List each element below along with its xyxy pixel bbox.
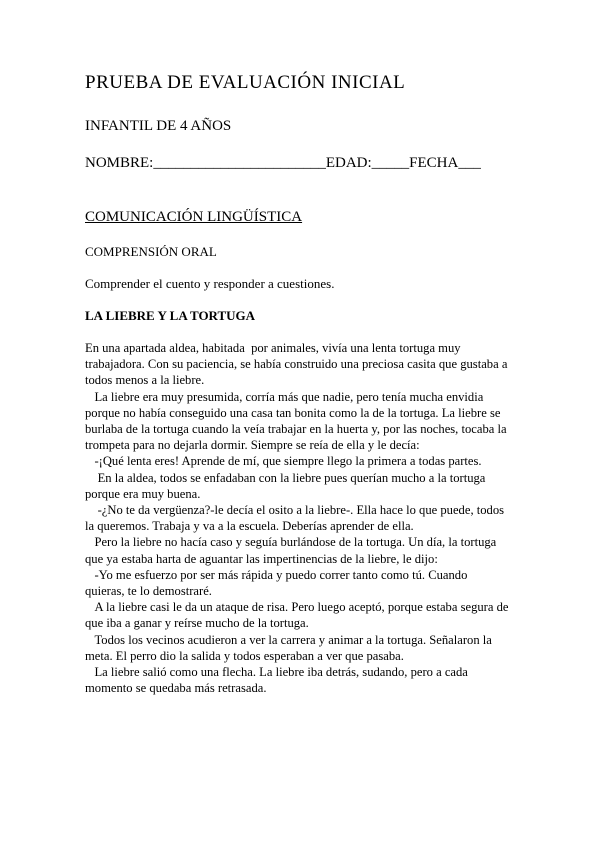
story-paragraph: En la aldea, todos se enfadaban con la liebre pues querían mucho a la tortuga porque era muy buena. xyxy=(85,470,489,501)
story-paragraph: -¡Qué lenta eres! Aprende de mí, que siempre llego la primera a todas partes. xyxy=(85,454,482,469)
story-paragraph: -Yo me esfuerzo por ser más rápida y puedo correr tanto como tú. Cuando quieras, te lo demostraré. xyxy=(85,567,471,599)
story-paragraph: -¿No te da vergüenza?-le decía el osito a la liebre-. Ella hace lo que puede, todos la queremos. Trabaja y va a la escuela. Deberías aprender de ella. xyxy=(85,503,508,534)
story-paragraph: A la liebre casi le da un ataque de risa. Pero luego aceptó, porque estaba segura de que iba a ganar y reírse mucho de la tortuga. xyxy=(85,600,512,631)
story-body xyxy=(85,340,510,696)
story-title: LA LIEBRE Y LA TORTUGA xyxy=(85,308,256,323)
instruction-text: Comprender el cuento y responder a cuestiones. xyxy=(85,276,335,291)
story-paragraph: Pero la liebre no hacía caso y seguía burlándose de la tortuga. Un día, la tortuga que ya estaba harta de aguantar las impertinencias de la liebre, le dijo: xyxy=(85,535,500,566)
story-paragraph: En una apartada aldea, habitada por animales, vivía una lenta tortuga muy trabajadora. Con su paciencia, se había construido una preciosa casita que gustaba a todos menos a la liebre. xyxy=(85,341,511,388)
story-paragraph: La liebre salió como una flecha. La liebre iba detrás, sudando, pero a cada momento se quedaba más retrasada. xyxy=(85,665,472,696)
document-title: PRUEBA DE EVALUACIÓN INICIAL xyxy=(85,72,406,93)
story-paragraph: Todos los vecinos acudieron a ver la carrera y animar a la tortuga. Señalaron la meta. El perro dio la salida y todos esperaban a ver que pasaba. xyxy=(85,632,496,663)
section-title: COMUNICACIÓN LINGÜÍSTICA xyxy=(85,209,303,225)
student-info-line: NOMBRE:_______________________EDAD:_____FECHA___ xyxy=(85,155,481,171)
story-paragraph: La liebre era muy presumida, corría más que nadie, pero tenía mucha envidia porque no había conseguido una casa tan bonita como la de la tortuga. La liebre se burlaba de la tortuga cuando la veía trabajar en la huerta y, por las noches, tocaba la trompeta para no dejarla dormir. Siempre se reía de ella y le decía: xyxy=(85,389,510,453)
document-subtitle: INFANTIL DE 4 AÑOS xyxy=(85,118,232,134)
subsection-title: COMPRENSIÓN ORAL xyxy=(85,244,217,259)
